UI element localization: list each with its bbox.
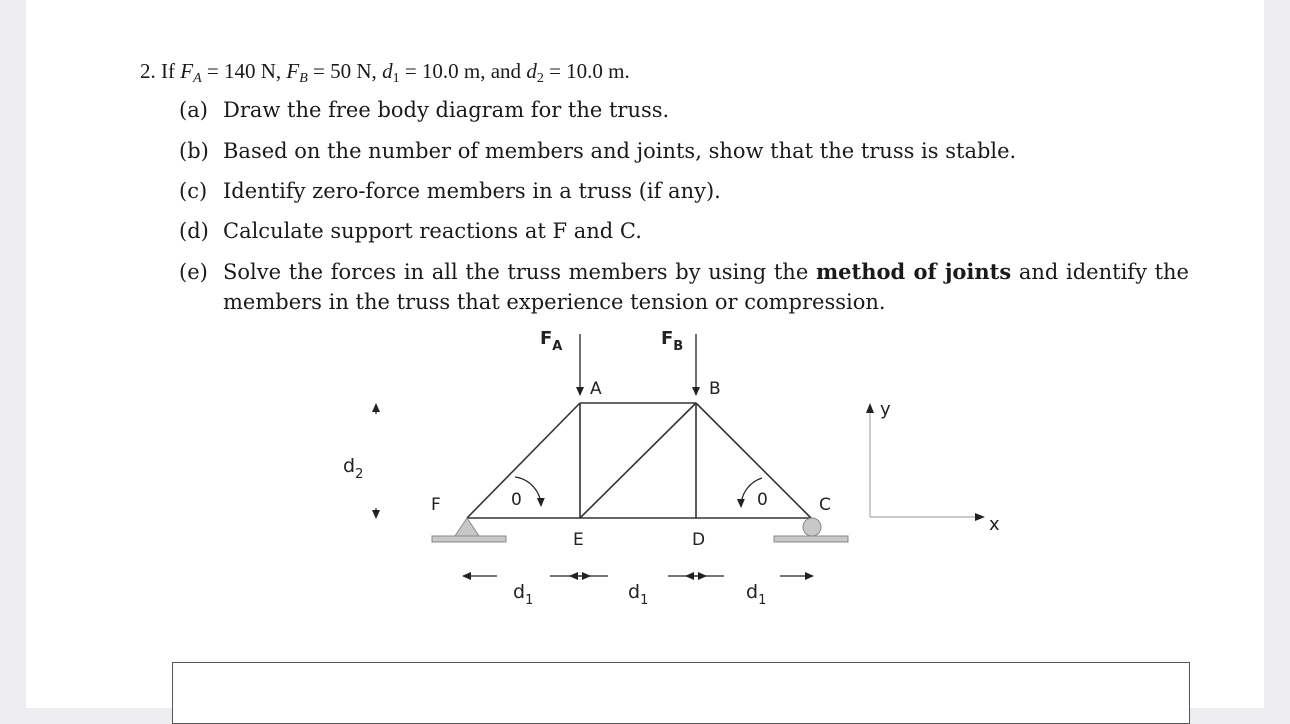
member-eb — [580, 403, 696, 518]
joint-d-label: D — [692, 530, 706, 550]
angle-marker-right — [741, 478, 768, 510]
svg-text:0: 0 — [757, 490, 768, 510]
dimension-d2 — [343, 404, 376, 518]
d2-symbol: d — [526, 59, 537, 83]
axis-y-label: y — [880, 399, 891, 420]
d1-value: = 10.0 m, and — [404, 59, 522, 83]
pin-support-f — [432, 518, 506, 542]
part-e-label: (e) — [179, 260, 208, 284]
part-e-text-1: Solve the forces in all the truss members by using the — [223, 260, 809, 284]
d1-subscript: 1 — [392, 71, 400, 86]
fa-subscript: A — [193, 71, 202, 86]
d1-label-2: $d_1$ — [628, 581, 649, 608]
part-b-text: Based on the number of members and joints, show that the truss is stable. — [223, 139, 1017, 163]
part-d-text: Calculate support reactions at F and C. — [223, 219, 642, 243]
part-c-text: Identify zero-force members in a truss (if any). — [223, 179, 721, 203]
member-bc — [696, 403, 811, 518]
roller-support-c — [774, 518, 848, 542]
joint-e-label: E — [573, 530, 584, 550]
d2-subscript: 2 — [536, 71, 544, 86]
joint-c-label: C — [819, 495, 831, 515]
load-fb-label: $F_B$ — [661, 328, 684, 354]
fb-subscript: B — [299, 71, 308, 86]
part-c-label: (c) — [179, 179, 208, 203]
fb-value: = 50 N, — [313, 59, 377, 83]
part-e-bold: method of joints — [815, 259, 1012, 284]
part-a-text: Draw the free body diagram for the truss. — [223, 98, 670, 122]
angle-marker-left — [511, 477, 541, 510]
d1-label-3: $d_1$ — [746, 581, 767, 608]
d2-label: $d_2$ — [343, 455, 364, 482]
fa-value: = 140 N, — [206, 59, 282, 83]
d1-symbol: d — [382, 59, 393, 83]
axis-x-label: x — [989, 514, 1000, 535]
d1-label-1: $d_1$ — [513, 581, 534, 608]
joint-b-label: B — [709, 379, 721, 399]
joint-f-label: F — [431, 495, 441, 515]
coordinate-axes — [870, 413, 975, 517]
axis-y-arrowhead — [866, 403, 874, 413]
joint-a-label: A — [590, 379, 602, 399]
axis-x-arrowhead — [975, 513, 985, 521]
problem-number: 2. — [140, 59, 156, 83]
svg-text:0: 0 — [511, 490, 522, 510]
part-d-label: (d) — [179, 219, 209, 243]
load-fa-label: $F_A$ — [540, 328, 563, 354]
problem-intro: If — [161, 59, 175, 83]
fa-symbol: F — [180, 59, 194, 83]
fb-symbol: F — [286, 59, 300, 83]
part-a-label: (a) — [179, 98, 208, 122]
part-e-text-2: and identify the members in the truss that experience tension or compression. — [223, 260, 1189, 314]
answer-box[interactable] — [172, 662, 1190, 724]
part-b-label: (b) — [179, 139, 209, 163]
member-fa — [467, 403, 580, 518]
d2-value: = 10.0 m. — [549, 59, 630, 83]
